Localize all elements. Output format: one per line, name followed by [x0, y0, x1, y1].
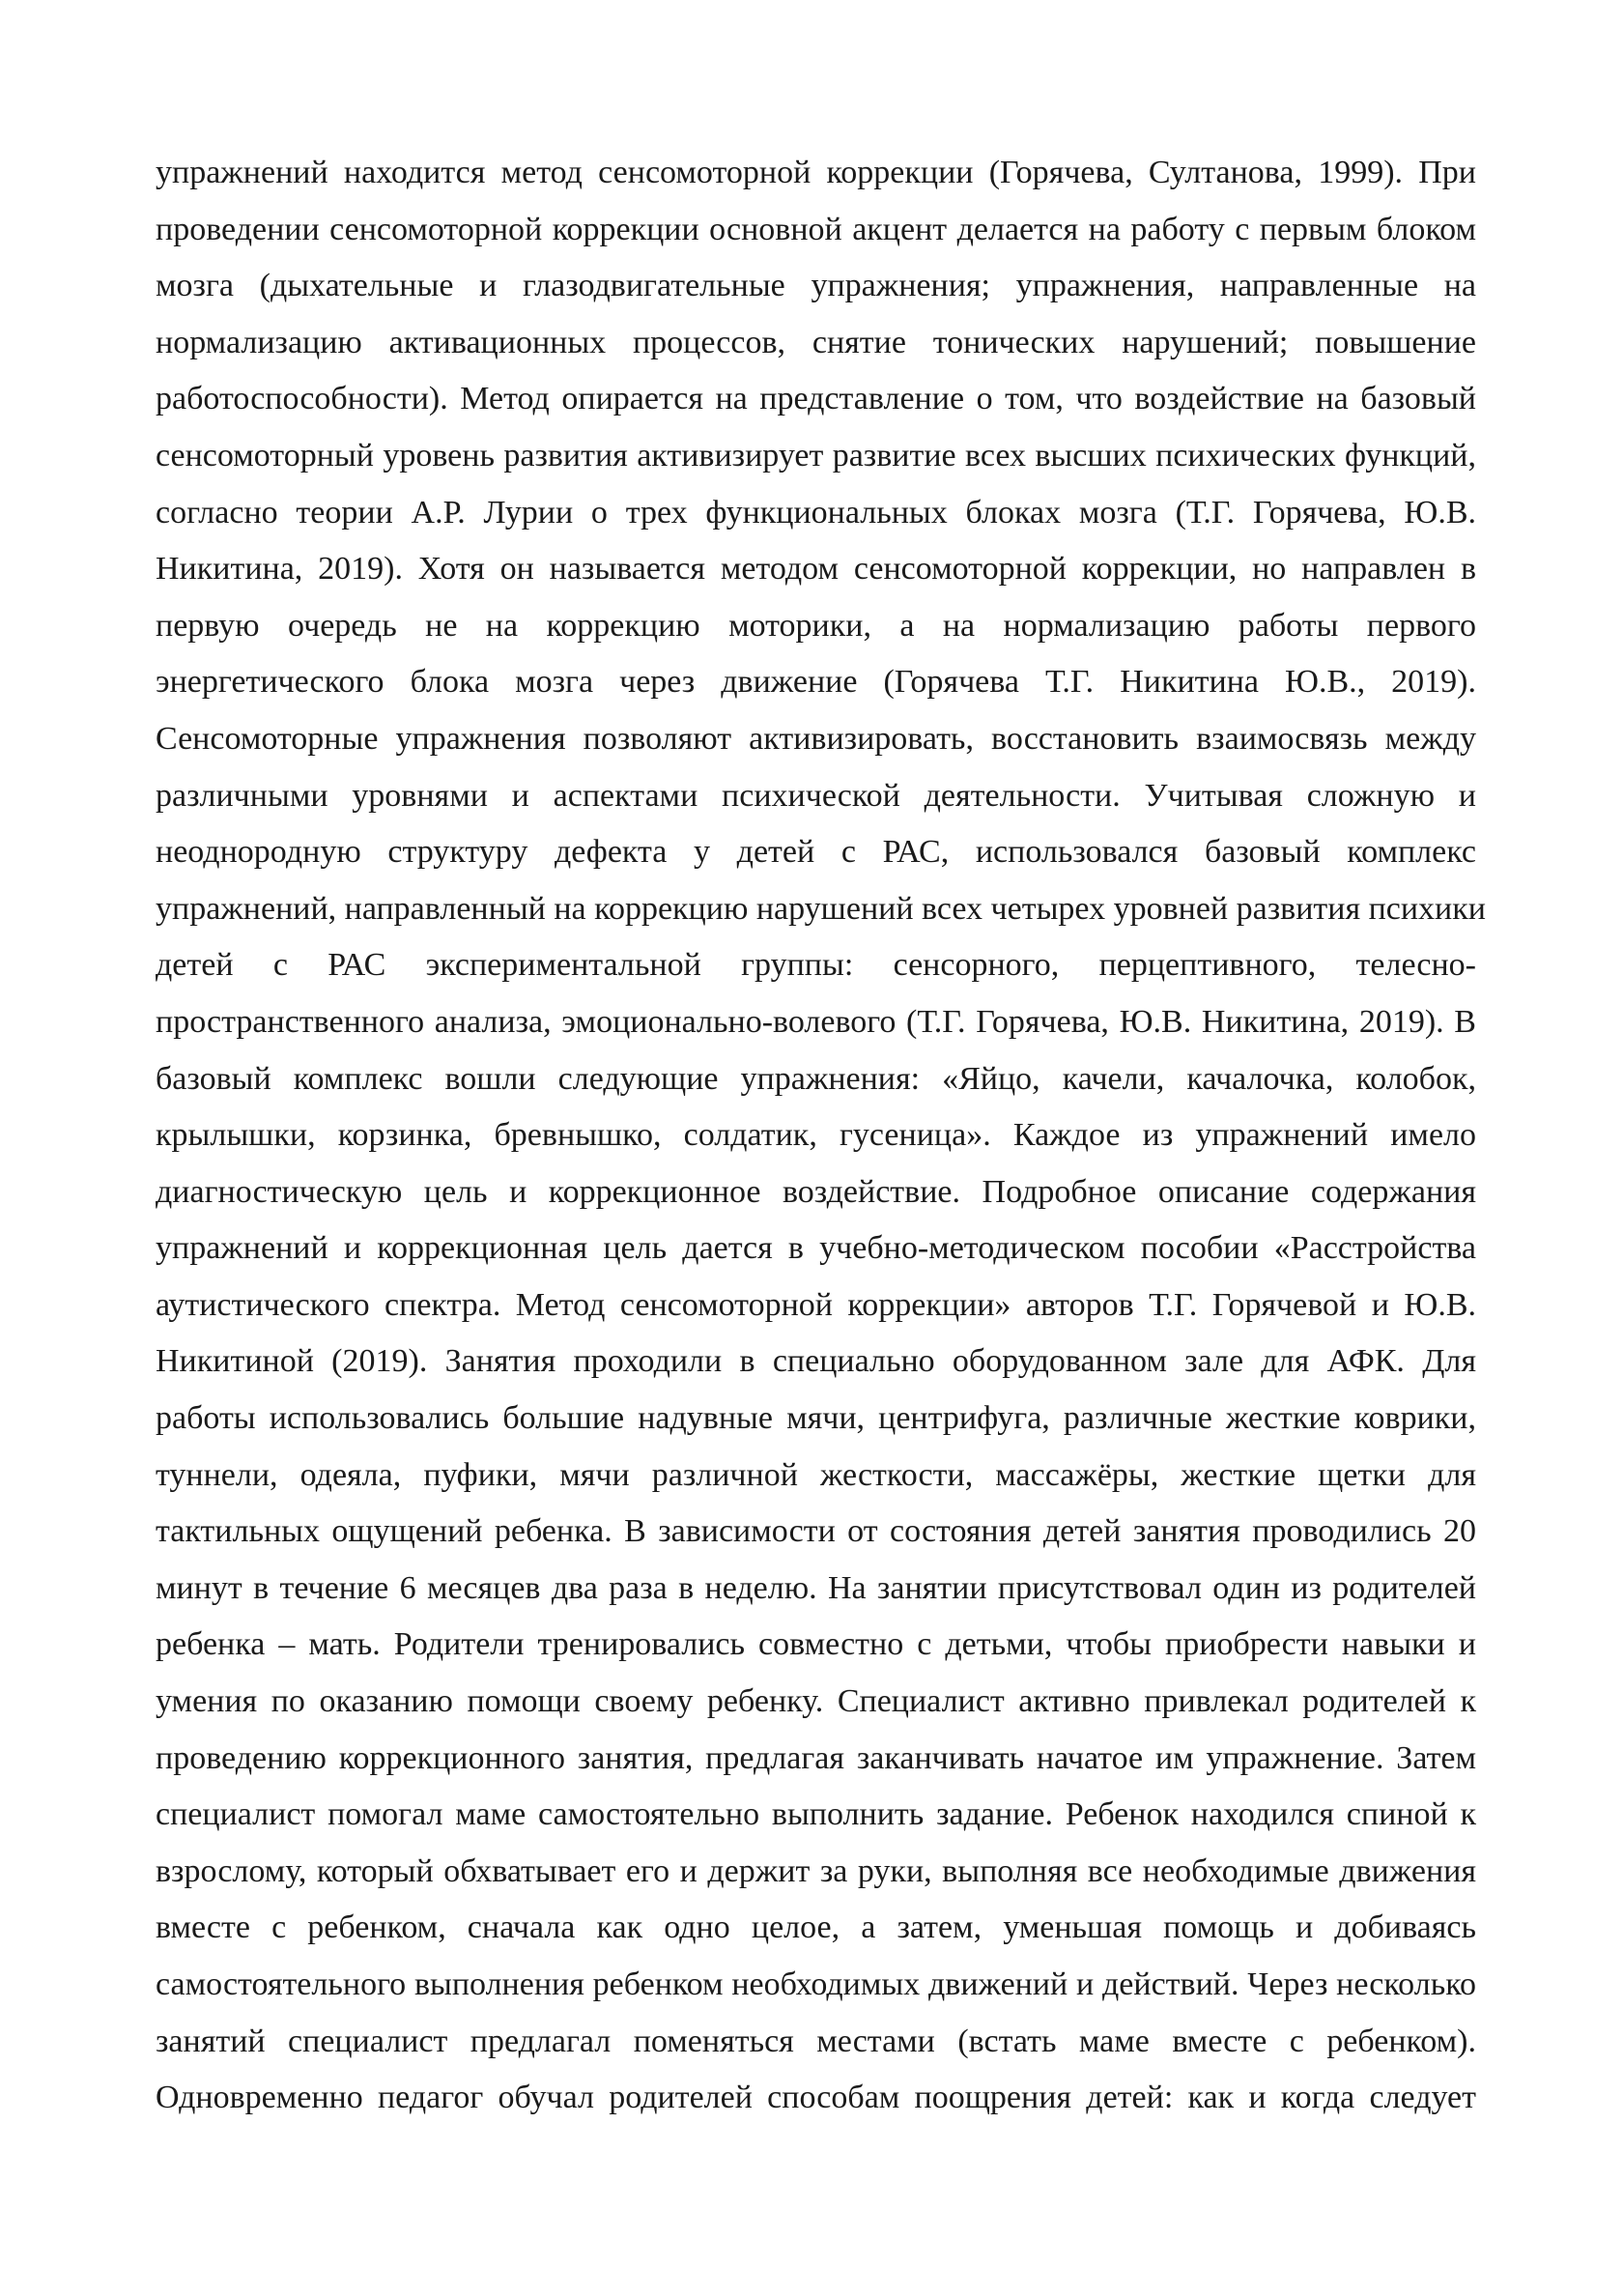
text-line: нормализацию активационных процессов, снятие тонических нарушений; повышение — [156, 324, 1476, 360]
text-line: специалист помогал маме самостоятельно выполнить задание. Ребенок находился спиной к — [156, 1796, 1476, 1833]
text-line: туннели, одеяла, пуфики, мячи различной жесткости, массажёры, жесткие щетки для — [156, 1456, 1476, 1493]
text-line: взрослому, который обхватывает его и держит за руки, выполняя все необходимые движения — [156, 1852, 1476, 1889]
text-line: Сенсомоторные упражнения позволяют активизировать, восстановить взаимосвязь между — [156, 720, 1476, 757]
text-line: ребенка – мать. Родители тренировались совместно с детьми, чтобы приобрести навыки и — [156, 1626, 1476, 1663]
text-line: упражнений, направленный на коррекцию нарушений всех четырех уровней развития психики — [156, 890, 1486, 927]
text-line: умения по оказанию помощи своему ребенку. Специалист активно привлекал родителей к — [156, 1683, 1476, 1720]
text-line: работоспособности). Метод опирается на представление о том, что воздействие на базовый — [156, 381, 1476, 417]
text-line: аутистического спектра. Метод сенсомоторной коррекции» авторов Т.Г. Горячевой и Ю.В. — [156, 1286, 1476, 1323]
text-line: мозга (дыхательные и глазодвигательные упражнения; упражнения, направленные на — [156, 268, 1476, 304]
text-line: детей с РАС экспериментальной группы: сенсорного, перцептивного, телесно- — [156, 947, 1476, 984]
text-line: Никитиной (2019). Занятия проходили в специально оборудованном зале для АФК. Для — [156, 1343, 1476, 1380]
text-line: проведению коррекционного занятия, предлагая заканчивать начатое им упражнение. Затем — [156, 1739, 1476, 1776]
text-line: упражнений и коррекционная цель дается в учебно-методическом пособии «Расстройства — [156, 1230, 1476, 1267]
text-line: согласно теории А.Р. Лурии о трех функциональных блоках мозга (Т.Г. Горячева, Ю.В. — [156, 494, 1476, 531]
text-line: энергетического блока мозга через движение (Горячева Т.Г. Никитина Ю.В., 2019). — [156, 664, 1476, 701]
text-line: различными уровнями и аспектами психической деятельности. Учитывая сложную и — [156, 777, 1476, 814]
text-line: проведении сенсомоторной коррекции основной акцент делается на работу с первым блоком — [156, 211, 1476, 247]
text-line: минут в течение 6 месяцев два раза в неделю. На занятии присутствовал один из родителей — [156, 1569, 1476, 1606]
text-line: самостоятельного выполнения ребенком необходимых движений и действий. Через несколько — [156, 1966, 1476, 2002]
text-line: Одновременно педагог обучал родителей способам поощрения детей: как и когда следует — [156, 2080, 1476, 2116]
text-line: вместе с ребенком, сначала как одно целое, а затем, уменьшая помощь и добиваясь — [156, 1909, 1476, 1946]
text-line: занятий специалист предлагал поменяться местами (встать маме вместе с ребенком). — [156, 2023, 1476, 2059]
text-line: упражнений находится метод сенсомоторной коррекции (Горячева, Султанова, 1999). При — [156, 155, 1476, 190]
text-line: сенсомоторный уровень развития активизирует развитие всех высших психических функций, — [156, 437, 1476, 474]
text-line: крылышки, корзинка, бревнышко, солдатик, гусеница». Каждое из упражнений имело — [156, 1117, 1476, 1154]
text-line: базовый комплекс вошли следующие упражнения: «Яйцо, качели, качалочка, колобок, — [156, 1060, 1476, 1097]
text-line: диагностическую цель и коррекционное воздействие. Подробное описание содержания — [156, 1173, 1476, 1210]
text-line: Никитина, 2019). Хотя он называется методом сенсомоторной коррекции, но направлен в — [156, 551, 1476, 588]
text-line: первую очередь не на коррекцию моторики, а на нормализацию работы первого — [156, 607, 1476, 644]
text-line: работы использовались большие надувные мячи, центрифуга, различные жесткие коврики, — [156, 1400, 1476, 1437]
body-text — [156, 145, 1486, 2127]
text-line: тактильных ощущений ребенка. В зависимости от состояния детей занятия проводились 20 — [156, 1513, 1476, 1550]
text-line: неоднородную структуру дефекта у детей с РАС, использовался базовый комплекс — [156, 834, 1476, 871]
text-line: пространственного анализа, эмоционально-волевого (Т.Г. Горячева, Ю.В. Никитина, 2019). В — [156, 1003, 1476, 1040]
